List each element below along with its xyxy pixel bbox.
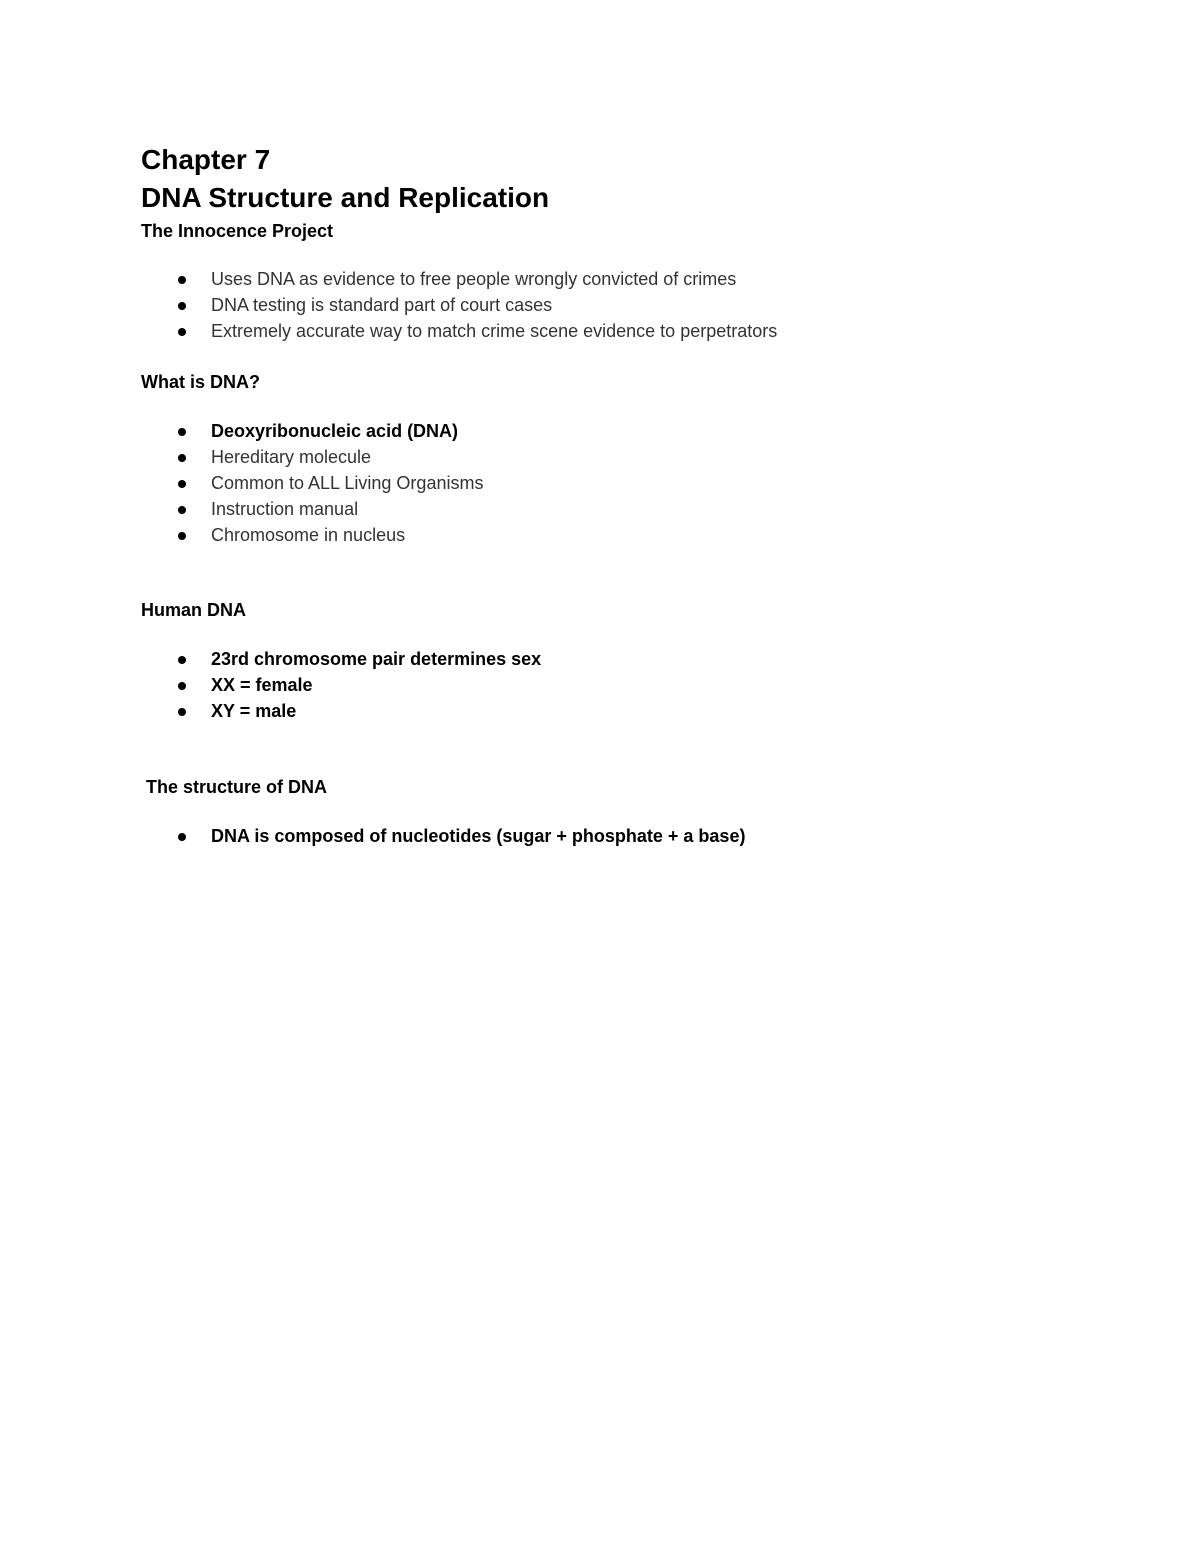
bullet-icon: [178, 708, 186, 716]
chapter-title-block: [141, 141, 549, 217]
bullet-icon: [178, 532, 186, 540]
bullet-icon: [178, 454, 186, 462]
chapter-title: Chapter 7: [141, 144, 271, 175]
structure-of-dna-list: [141, 823, 745, 849]
section-heading-human-dna: Human DNA: [141, 600, 247, 620]
list-item: DNA testing is standard part of court cases: [141, 292, 777, 318]
section-heading-structure-of-dna: The structure of DNA: [146, 777, 328, 797]
list-item: Deoxyribonucleic acid (DNA): [141, 418, 483, 444]
list-item: Extremely accurate way to match crime scene evidence to perpetrators: [141, 318, 777, 344]
list-item: XX = female: [141, 672, 541, 698]
list-item: DNA is composed of nucleotides (sugar + phosphate + a base): [141, 823, 745, 849]
bullet-icon: [178, 302, 186, 310]
innocence-project-list: [141, 266, 777, 344]
list-item: Hereditary molecule: [141, 444, 483, 470]
list-item: Instruction manual: [141, 496, 483, 522]
bullet-icon: [178, 428, 186, 436]
list-item: Common to ALL Living Organisms: [141, 470, 483, 496]
section-heading-innocence-project: The Innocence Project: [141, 221, 334, 241]
bullet-icon: [178, 276, 186, 284]
bullet-icon: [178, 328, 186, 336]
bullet-icon: [178, 656, 186, 664]
section-heading-what-is-dna: What is DNA?: [141, 372, 260, 392]
list-item: Uses DNA as evidence to free people wrongly convicted of crimes: [141, 266, 777, 292]
list-item: Chromosome in nucleus: [141, 522, 483, 548]
chapter-subtitle: DNA Structure and Replication: [141, 182, 550, 213]
human-dna-list: [141, 646, 541, 724]
bullet-icon: [178, 682, 186, 690]
bullet-icon: [178, 833, 186, 841]
what-is-dna-list: [141, 418, 483, 548]
bullet-icon: [178, 506, 186, 514]
bullet-icon: [178, 480, 186, 488]
list-item: XY = male: [141, 698, 541, 724]
list-item: 23rd chromosome pair determines sex: [141, 646, 541, 672]
